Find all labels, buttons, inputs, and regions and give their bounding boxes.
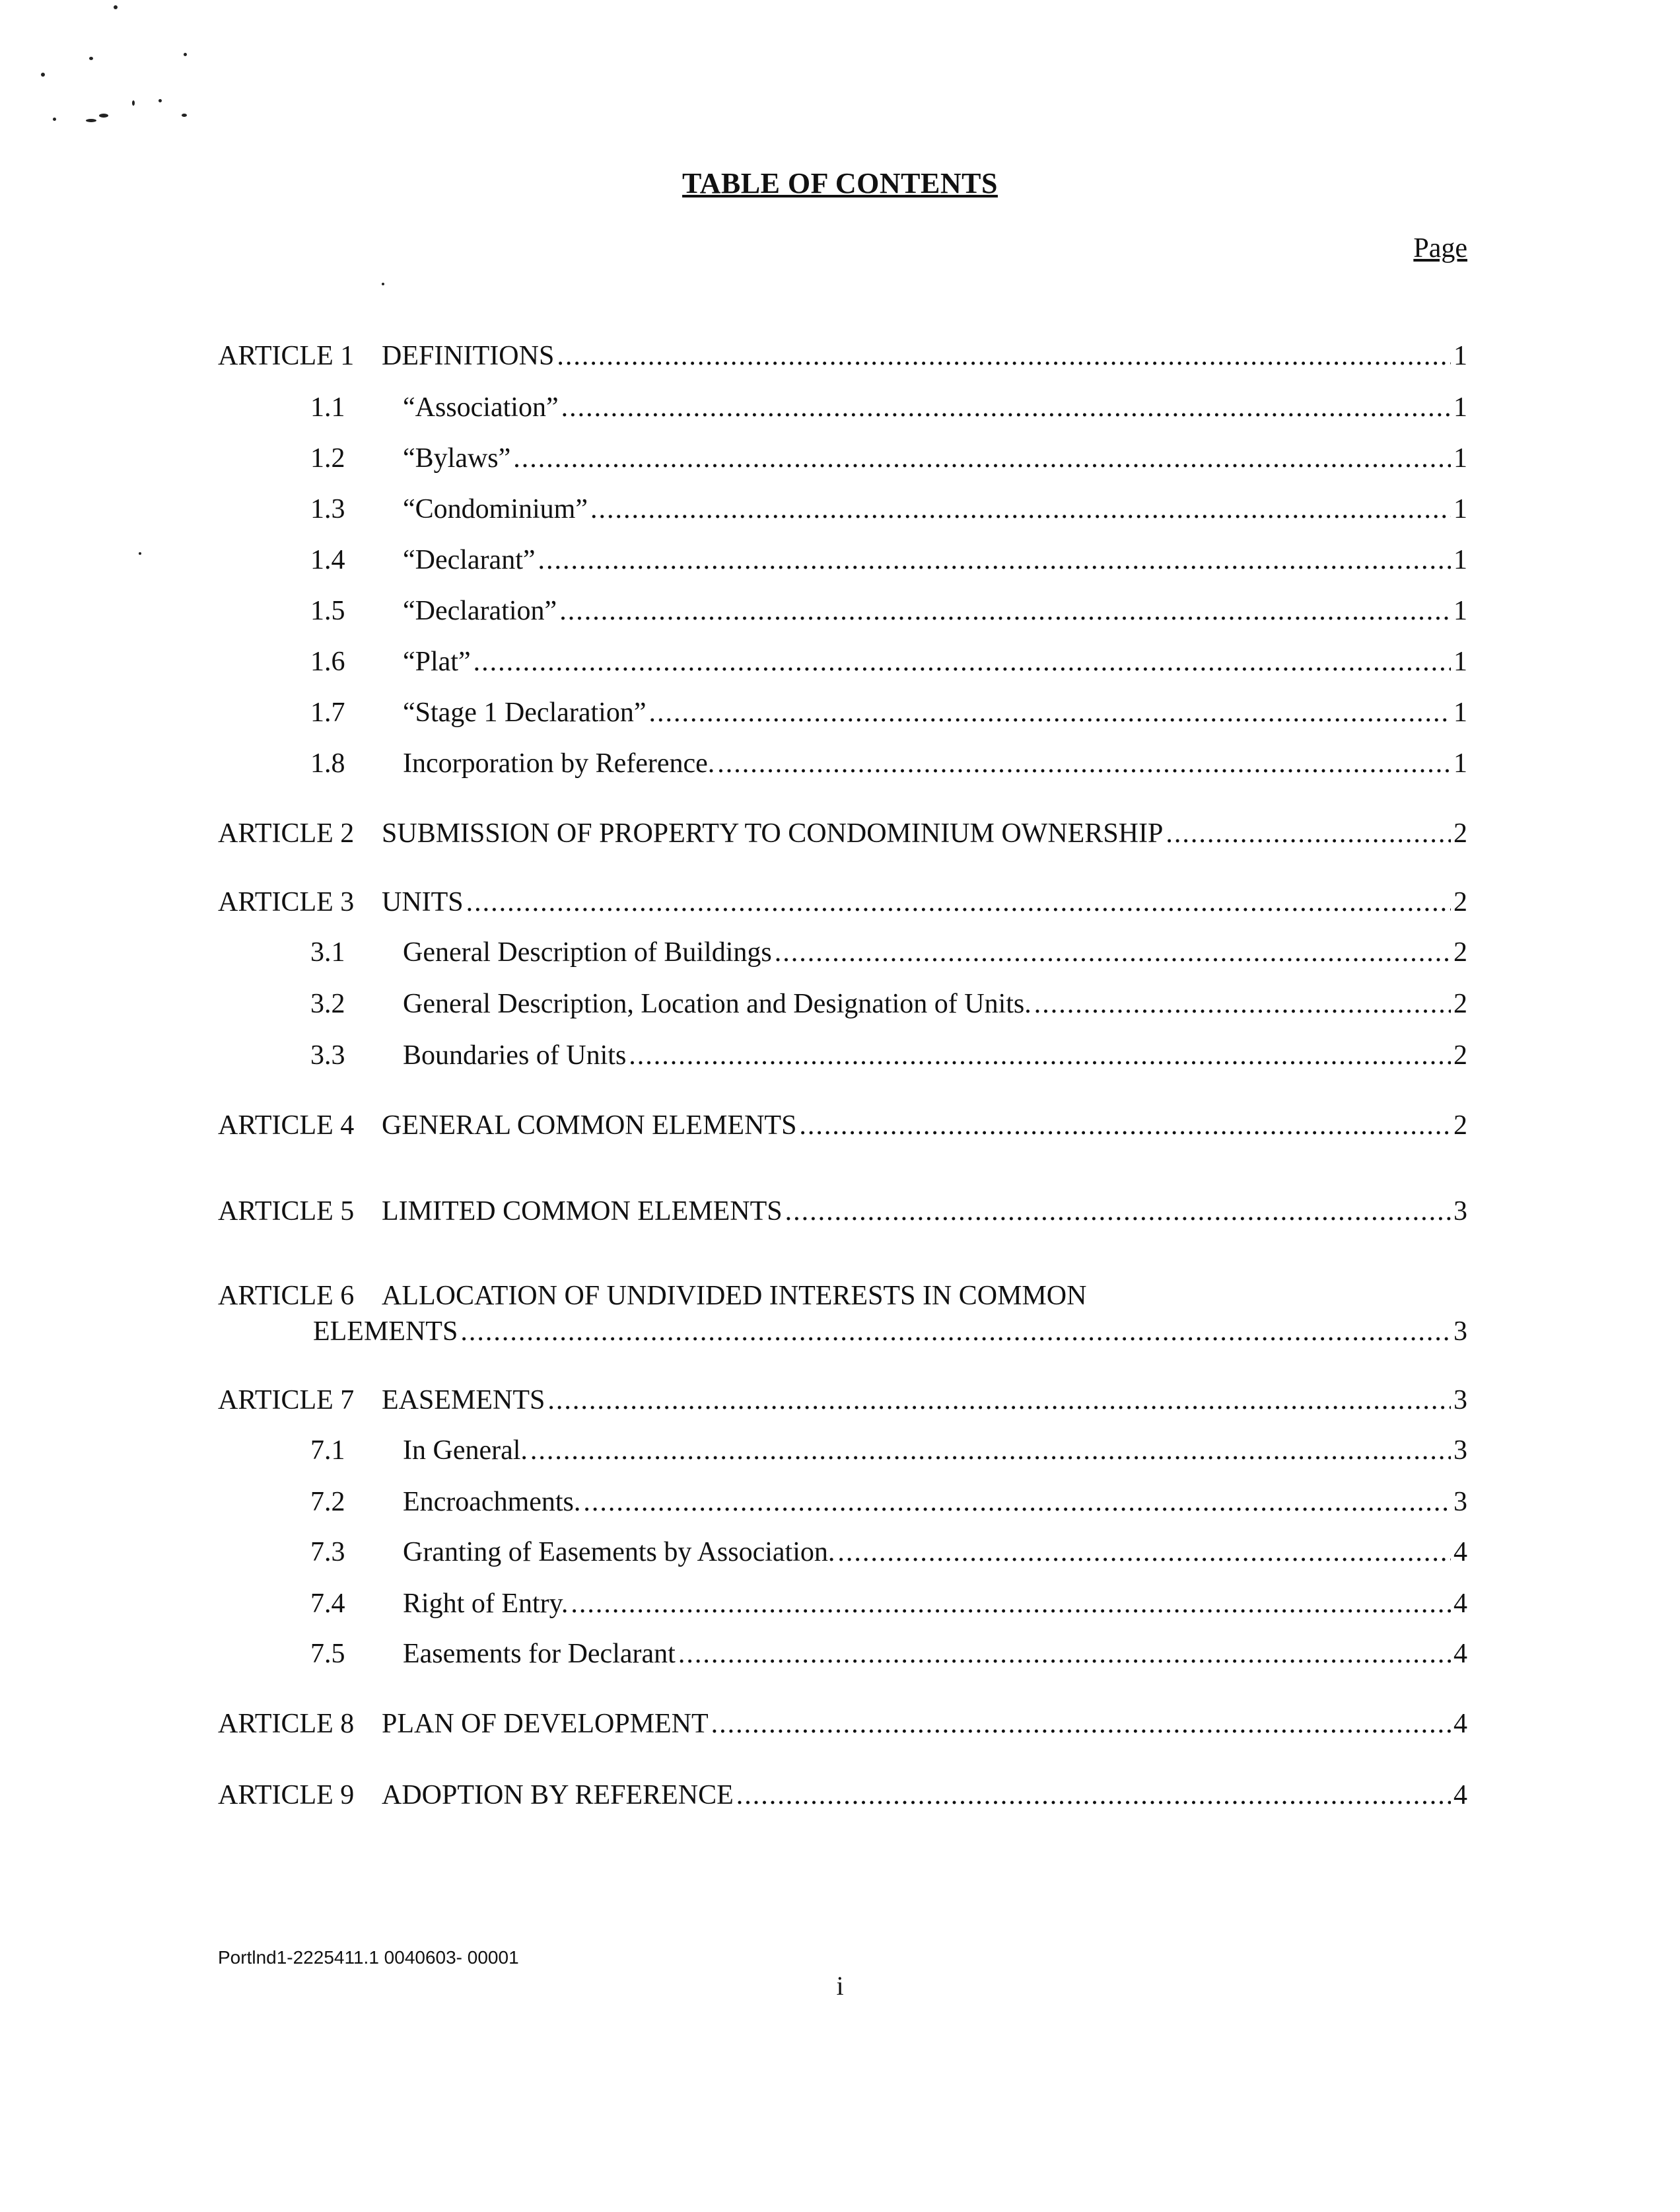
entry-title: Boundaries of Units (403, 1040, 627, 1071)
toc-entry-article-6-continuation[interactable] (218, 1316, 1467, 1355)
document-reference: Portlnd1-2225411.1 0040603- 00001 (218, 1947, 519, 1968)
entry-number: 1.8 (310, 748, 345, 779)
entry-title: “Declarant” (403, 545, 536, 575)
entry-number: 3.2 (310, 989, 345, 1019)
entry-page: 3 (1453, 1435, 1467, 1466)
dot-leader (557, 340, 1451, 372)
entry-page: 1 (1453, 596, 1467, 626)
entry-number: 1.2 (310, 443, 345, 474)
dot-leader (583, 1486, 1451, 1518)
dot-leader (473, 646, 1451, 678)
dot-leader (785, 1195, 1451, 1227)
dot-leader (530, 1435, 1451, 1466)
entry-page: 1 (1453, 443, 1467, 474)
dot-leader (648, 697, 1451, 729)
scan-speck (182, 114, 187, 117)
toc-entry-article-2[interactable] (218, 818, 1467, 857)
page-number: i (836, 1971, 844, 2001)
entry-number: ARTICLE 5 (218, 1196, 355, 1227)
entry-page: 1 (1453, 647, 1467, 677)
entry-title: Right of Entry. (403, 1588, 569, 1619)
dot-leader (837, 1536, 1451, 1568)
entry-page: 2 (1453, 989, 1467, 1019)
dot-leader (1034, 988, 1451, 1020)
entry-number: ARTICLE 4 (218, 1110, 355, 1141)
dot-leader (736, 1779, 1451, 1811)
entry-number: 7.4 (310, 1588, 345, 1619)
entry-page: 1 (1453, 341, 1467, 371)
entry-title: “Stage 1 Declaration” (403, 697, 647, 728)
entry-page: 2 (1453, 887, 1467, 917)
entry-page: 4 (1453, 1639, 1467, 1669)
entry-number: 7.1 (310, 1435, 345, 1466)
entry-page: 3 (1453, 1487, 1467, 1517)
entry-number: 1.4 (310, 545, 345, 575)
toc-entry-1-5[interactable] (218, 595, 1467, 635)
toc-entry-article-7[interactable] (218, 1384, 1467, 1424)
entry-number: ARTICLE 1 (218, 341, 355, 371)
toc-entry-3-2[interactable] (218, 988, 1467, 1028)
entry-title: GENERAL COMMON ELEMENTS (382, 1110, 797, 1141)
scan-speck (89, 57, 93, 60)
entry-title: UNITS (382, 887, 464, 917)
dot-leader (590, 493, 1451, 525)
toc-entry-article-9[interactable] (218, 1779, 1467, 1819)
toc-entry-article-3[interactable] (218, 886, 1467, 926)
entry-page: 1 (1453, 697, 1467, 728)
toc-entry-article-5[interactable] (218, 1195, 1467, 1235)
entry-title: Incorporation by Reference. (403, 748, 715, 779)
dot-leader (678, 1638, 1451, 1670)
entry-page: 3 (1453, 1385, 1467, 1415)
entry-number: 1.3 (310, 494, 345, 524)
entry-number: ARTICLE 3 (218, 887, 355, 917)
toc-entry-7-3[interactable] (218, 1536, 1467, 1576)
entry-title: “Declaration” (403, 596, 557, 626)
entry-title: “Plat” (403, 647, 471, 677)
entry-number: ARTICLE 2 (218, 818, 355, 849)
scan-speck (139, 552, 141, 555)
entry-page: 4 (1453, 1588, 1467, 1619)
scan-speck (53, 118, 56, 121)
entry-title: “Bylaws” (403, 443, 511, 474)
toc-entry-1-8[interactable] (218, 748, 1467, 787)
entry-title: General Description, Location and Designation of Units. (403, 989, 1032, 1019)
entry-page: 2 (1453, 818, 1467, 849)
entry-title: PLAN OF DEVELOPMENT (382, 1709, 709, 1739)
entry-title: Easements for Declarant (403, 1639, 676, 1669)
toc-entry-1-3[interactable] (218, 493, 1467, 533)
entry-title: “Association” (403, 392, 559, 423)
dot-leader (629, 1040, 1451, 1071)
entry-page: 2 (1453, 1040, 1467, 1071)
entry-page: 3 (1453, 1316, 1467, 1347)
toc-entry-7-5[interactable] (218, 1638, 1467, 1678)
toc-entry-1-4[interactable] (218, 544, 1467, 584)
entry-number: ARTICLE 7 (218, 1385, 355, 1415)
entry-title: ADOPTION BY REFERENCE (382, 1780, 734, 1810)
toc-entry-7-2[interactable] (218, 1486, 1467, 1526)
scan-speck (184, 53, 187, 56)
entry-page: 1 (1453, 392, 1467, 423)
scan-speck (41, 73, 45, 77)
toc-entry-1-1[interactable] (218, 392, 1467, 431)
entry-page: 3 (1453, 1196, 1467, 1227)
dot-leader (775, 937, 1451, 968)
toc-entry-article-4[interactable] (218, 1110, 1467, 1149)
entry-title: “Condominium” (403, 494, 588, 524)
entry-number: 3.1 (310, 937, 345, 968)
entry-page: 1 (1453, 748, 1467, 779)
entry-page: 1 (1453, 545, 1467, 575)
scan-speck (86, 119, 96, 122)
dot-leader (799, 1110, 1451, 1141)
entry-number: 1.7 (310, 697, 345, 728)
entry-title: Granting of Easements by Association. (403, 1537, 835, 1567)
entry-number: ARTICLE 8 (218, 1709, 355, 1739)
entry-number: 1.6 (310, 647, 345, 677)
toc-entry-1-2[interactable] (218, 443, 1467, 482)
entry-page: 2 (1453, 937, 1467, 968)
entry-number: 1.1 (310, 392, 345, 423)
toc-entry-7-4[interactable] (218, 1588, 1467, 1627)
toc-entry-article-1[interactable] (218, 340, 1467, 380)
dot-leader (513, 443, 1451, 474)
entry-page: 4 (1453, 1780, 1467, 1810)
entry-number: 7.5 (310, 1639, 345, 1669)
toc-entry-1-7[interactable] (218, 697, 1467, 736)
toc-entry-1-6[interactable] (218, 646, 1467, 686)
dot-leader (561, 392, 1451, 423)
dot-leader (466, 886, 1451, 918)
dot-leader (711, 1708, 1451, 1740)
scan-speck (382, 283, 384, 285)
entry-title: In General. (403, 1435, 528, 1466)
dot-leader (547, 1384, 1451, 1416)
entry-number: 7.2 (310, 1487, 345, 1517)
entry-title: EASEMENTS (382, 1385, 545, 1415)
entry-page: 4 (1453, 1709, 1467, 1739)
scan-speck (132, 100, 135, 106)
entry-page: 4 (1453, 1537, 1467, 1567)
entry-title: SUBMISSION OF PROPERTY TO CONDOMINIUM OWNERSHIP (382, 818, 1164, 849)
entry-page: 2 (1453, 1110, 1467, 1141)
scan-speck (99, 114, 108, 118)
dot-leader (460, 1316, 1451, 1347)
entry-title-continuation: ELEMENTS (313, 1316, 458, 1347)
toc-entry-article-6[interactable] (218, 1280, 1467, 1320)
entry-number: ARTICLE 9 (218, 1780, 355, 1810)
entry-number: 1.5 (310, 596, 345, 626)
entry-number: ARTICLE 6 (218, 1281, 355, 1311)
scan-speck (158, 99, 162, 102)
page-column-header: Page (1413, 233, 1467, 264)
dot-leader (1166, 818, 1451, 849)
entry-title: General Description of Buildings (403, 937, 772, 968)
dot-leader (559, 595, 1451, 627)
dot-leader (538, 544, 1451, 576)
toc-entry-3-3[interactable] (218, 1040, 1467, 1079)
dot-leader (571, 1588, 1451, 1620)
entry-number: 3.3 (310, 1040, 345, 1071)
entry-title: LIMITED COMMON ELEMENTS (382, 1196, 783, 1227)
entry-page: 1 (1453, 494, 1467, 524)
scan-speck (114, 5, 118, 9)
toc-entry-7-1[interactable] (218, 1435, 1467, 1474)
entry-title: ALLOCATION OF UNDIVIDED INTERESTS IN COMMON (382, 1281, 1087, 1311)
entry-number: 7.3 (310, 1537, 345, 1567)
entry-title: Encroachments. (403, 1487, 581, 1517)
toc-entry-article-8[interactable] (218, 1708, 1467, 1748)
toc-entry-3-1[interactable] (218, 937, 1467, 976)
toc-title: TABLE OF CONTENTS (682, 167, 998, 199)
dot-leader (717, 748, 1451, 779)
entry-title: DEFINITIONS (382, 341, 555, 371)
